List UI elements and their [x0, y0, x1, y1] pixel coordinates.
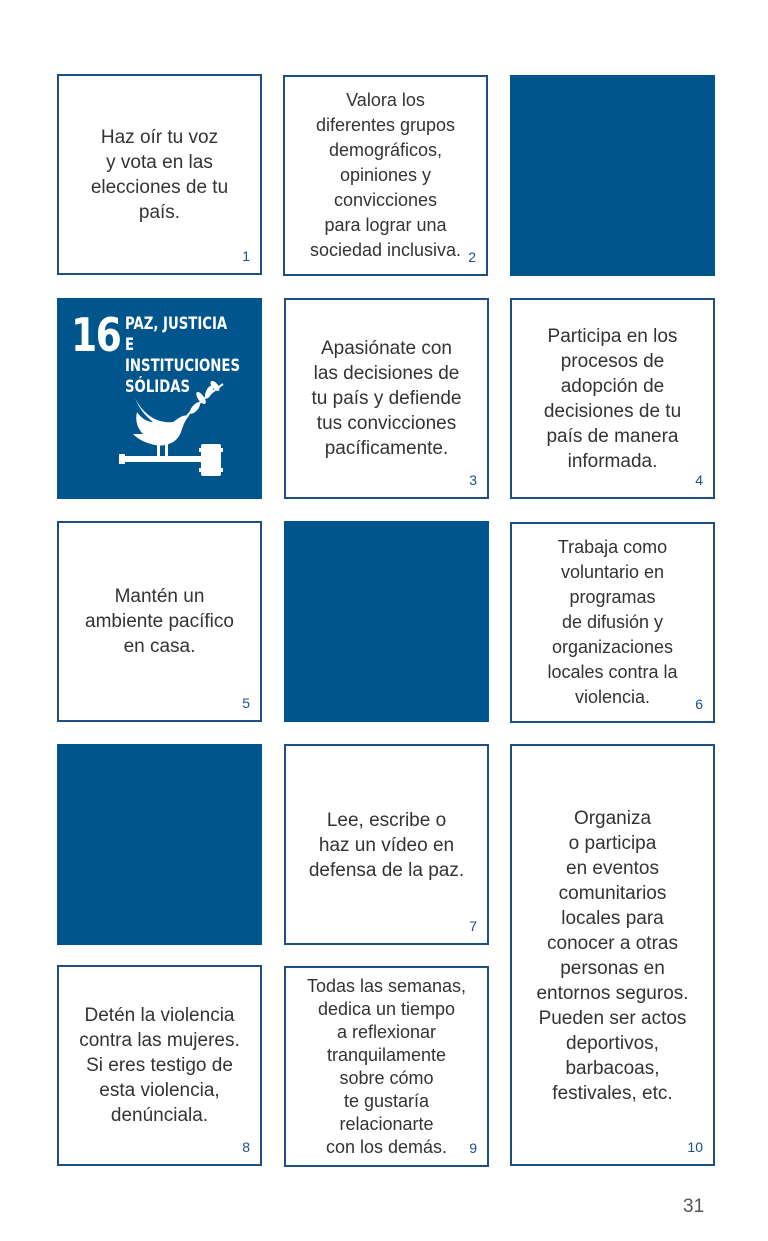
blue-block	[510, 75, 715, 276]
tip-number: 7	[469, 918, 477, 934]
tip-card-6	[510, 522, 715, 723]
sdg-title: PAZ, JUSTICIA E INSTITUCIONES SÓLIDAS	[125, 314, 241, 397]
page-number: 31	[683, 1196, 705, 1217]
tip-card-1	[57, 74, 262, 275]
tip-card-8	[57, 965, 262, 1166]
tip-text: Organiza o participa en eventos comunitarios locales para conocer a otras personas en entornos seguros. Pueden ser actos deportivos, barbacoas, festivales, etc.	[536, 808, 689, 1104]
tip-text: Apasiónate con las decisiones de tu país y defiende tus convicciones pacíficamente.	[311, 338, 462, 459]
tip-number: 4	[695, 472, 703, 488]
tip-text: Mantén un ambiente pacífico en casa.	[85, 586, 234, 657]
tip-number: 8	[242, 1139, 250, 1155]
sdg-16-badge	[57, 298, 262, 499]
tip-text: Participa en los procesos de adopción de decisiones de tu país de manera informada.	[543, 326, 682, 472]
tip-text: Lee, escribe o haz un vídeo en defensa de la paz.	[308, 810, 465, 881]
tip-card-7	[284, 744, 489, 945]
tip-text: Trabaja como voluntario en programas de difusión y organizaciones locales contra la violencia.	[547, 537, 678, 707]
tip-card-9	[284, 966, 489, 1167]
tip-text: Detén la violencia contra las mujeres. Si eres testigo de esta violencia, denúnciala.	[79, 1005, 240, 1126]
tip-card-10	[510, 744, 715, 1166]
blue-block	[284, 521, 489, 722]
tip-card-4	[510, 298, 715, 499]
tip-number: 3	[469, 472, 477, 488]
tip-text: Haz oír tu voz y vota en las elecciones de tu país.	[90, 126, 229, 223]
blue-block	[57, 744, 262, 945]
sdg-number: 16	[71, 308, 121, 362]
tip-number: 2	[468, 249, 476, 265]
tip-card-2	[283, 75, 488, 276]
tip-number: 5	[242, 695, 250, 711]
tip-number: 6	[695, 696, 703, 712]
tip-number: 1	[242, 248, 250, 264]
tip-card-3	[284, 298, 489, 499]
tip-text: Valora los diferentes grupos demográficos, opiniones y convicciones para lograr una sociedad inclusiva.	[309, 90, 462, 260]
dove-gavel-icon	[117, 378, 237, 478]
tip-number: 9	[469, 1140, 477, 1156]
tip-text: Todas las semanas, dedica un tiempo a reflexionar tranquilamente sobre cómo te gustaría relacionarte con los demás.	[306, 975, 467, 1157]
tip-number: 10	[687, 1139, 703, 1155]
tip-card-5	[57, 521, 262, 722]
